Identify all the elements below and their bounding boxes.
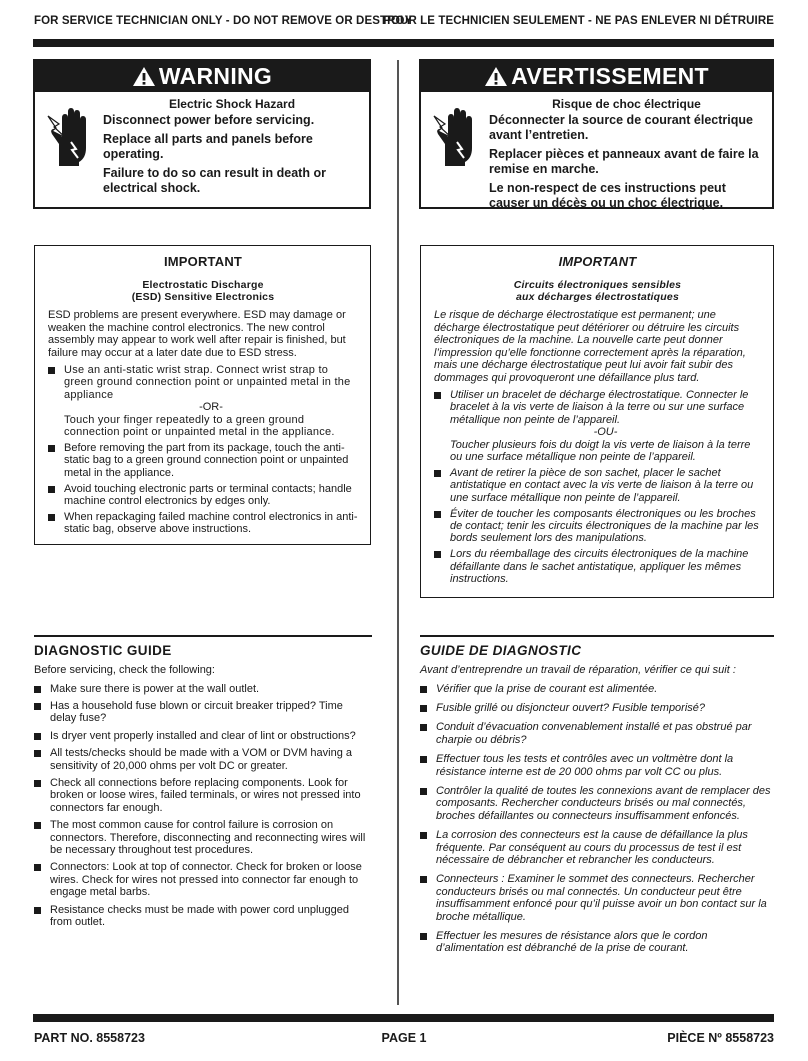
list-item <box>48 364 358 438</box>
list-item <box>434 389 761 463</box>
item-text: Toucher plusieurs fois du doigt la vis verte de liaison à la terre ou une surface métallique non peinte de l’appareil. <box>450 438 751 464</box>
warning-triangle-icon <box>484 66 508 87</box>
list-item: Check all connections before replacing components. Look for broken or loose wires, failed terminals, or wires not pressed into connectors far enough. <box>34 777 372 814</box>
list-item: Effectuer tous les tests et contrôles avec un voltmètre dont la résistance interne est de 20 000 ohms par volt CC ou plus. <box>420 753 774 778</box>
diagnostic-intro-fr: Avant d’entreprendre un travail de réparation, vérifier ce qui suit : <box>420 664 736 676</box>
list-item: Before removing the part from its package, touch the anti-static bag to a green ground connection point or unpainted metal in the appliance. <box>48 442 358 479</box>
warning-line-1-fr: Déconnecter la source de courant électrique avant l’entretien. <box>489 113 753 142</box>
list-item: Is dryer vent properly installed and clear of lint or obstructions? <box>34 730 372 742</box>
important-subtitle-en <box>48 279 358 303</box>
footer-page-number: PAGE 1 <box>381 1031 427 1045</box>
list-item: Avant de retirer la pièce de son sachet, placer le sachet antistatique en contact avec la vis verte de liaison à la terre ou une surface métallique non peinte de l’appareil. <box>434 467 761 504</box>
warning-title-fr: AVERTISSEMENT <box>511 63 709 89</box>
warning-line-2-en: Replace all parts and panels before operating. <box>103 132 313 161</box>
list-item: All tests/checks should be made with a VOM or DVM having a sensitivity of 20,000 ohms per volt DC or greater. <box>34 747 372 772</box>
section-rule <box>420 635 774 637</box>
list-item: Conduit d’évacuation convenablement installé et pas obstrué par charpie ou débris? <box>420 721 774 746</box>
list-item: Contrôler la qualité de toutes les connexions avant de remplacer des composants. Rechercher conducteurs brisés ou mal connectés, broches défaillantes ou connecteurs insuffisamment enfoncés. <box>420 785 774 822</box>
column-divider <box>397 60 399 1005</box>
warning-line-3-fr: Le non-respect de ces instructions peut causer un décès ou un choc électrique. <box>489 181 726 210</box>
electric-shock-hand-icon <box>431 104 481 174</box>
item-text: Utiliser un bracelet de décharge électrostatique. Connecter le bracelet à la vis verte de liaison à la terre ou sur une surface métallique non peinte de l’appareil. <box>450 389 749 426</box>
or-separator: -OU- <box>593 426 618 439</box>
warning-line-1-en: Disconnect power before servicing. <box>103 113 315 127</box>
warning-title-en: WARNING <box>158 63 273 89</box>
warning-subtitle-fr: Risque de choc électrique <box>552 97 701 111</box>
list-item: Lors du réemballage des circuits électroniques de la machine défaillante dans le sachet antistatique, appliquer les mêmes instructions. <box>434 548 761 585</box>
important-subtitle-line1-en: Electrostatic Discharge <box>142 279 264 291</box>
header-right-notice: POUR LE TECHNICIEN SEULEMENT - NE PAS ENLEVER NI DÉTRUIRE <box>383 15 774 27</box>
list-item: Effectuer les mesures de résistance alors que le cordon d’alimentation est débranché de la prise de courant. <box>420 930 774 955</box>
item-text: Use an anti-static wrist strap. Connect wrist strap to green ground connection point or unpainted metal in the appliance <box>64 364 351 401</box>
list-item: Make sure there is power at the wall outlet. <box>34 683 372 695</box>
diagnostic-title-fr: GUIDE DE DIAGNOSTIC <box>420 643 582 658</box>
section-rule <box>34 635 372 637</box>
top-rule <box>33 39 774 47</box>
list-item: Resistance checks must be made with power cord unplugged from outlet. <box>34 904 372 929</box>
diagnostic-title-en: DIAGNOSTIC GUIDE <box>34 643 172 658</box>
list-item: Connecteurs : Examiner le sommet des connecteurs. Rechercher conducteurs brisés ou mal connectés. Un conducteur peut être insuffisamment enfoncé pour qu’il puisse avoir un bon contact sur la broche métallique. <box>420 873 774 923</box>
important-list-fr <box>434 389 761 586</box>
footer-part-number: PART NO. 8558723 <box>34 1031 145 1045</box>
important-list-en <box>48 364 358 536</box>
warning-box-en <box>33 59 371 209</box>
list-item: Has a household fuse blown or circuit breaker tripped? Time delay fuse? <box>34 700 372 725</box>
warning-line-2-fr: Replacer pièces et panneaux avant de faire la remise en marche. <box>489 147 759 176</box>
important-intro-fr: Le risque de décharge électrostatique est permanent; une décharge électrostatique peut détériorer ou détruire les circuits électroniques de la machine. La nouvelle carte peut donner l’impression qu’elle fonctionne correctement après la réparation, mais une décharge électrostatique peut lui avoir fait subir des dommages qui provoqueront une défaillance plus tard. <box>434 309 746 384</box>
list-item: Connectors: Look at top of connector. Check for broken or loose wires. Check for wires not pressed into connector far enough to engage metal barbs. <box>34 861 372 898</box>
diagnostic-intro-en: Before servicing, check the following: <box>34 664 215 676</box>
list-item: When repackaging failed machine control electronics in anti-static bag, observe above instructions. <box>48 511 358 536</box>
important-subtitle-line1-fr: Circuits électroniques sensibles <box>513 279 682 291</box>
list-item: La corrosion des connecteurs est la cause de défaillance la plus fréquente. Par conséquent au cours du processus de test il est nécessaire de débrancher et rebrancher les conducteurs. <box>420 829 774 866</box>
important-intro-en: ESD problems are present everywhere. ESD may damage or weaken the machine control electronics. The new control assembly may appear to work well after repair is finished, but failure may occur at a later date due to ESD stress. <box>48 309 346 359</box>
list-item: Avoid touching electronic parts or terminal contacts; handle machine control electronics by edges only. <box>48 483 358 508</box>
list-item: The most common cause for control failure is corrosion on connectors. Therefore, disconnecting and reconnecting wires will be necessary throughout test procedures. <box>34 819 372 856</box>
warning-box-fr <box>419 59 774 209</box>
diagnostic-list-en <box>34 683 372 929</box>
warning-header-fr <box>421 61 772 92</box>
or-separator: -OR- <box>199 401 223 414</box>
bottom-rule <box>33 1014 774 1022</box>
important-subtitle-fr <box>434 279 761 303</box>
diagnostic-guide-fr <box>420 635 774 962</box>
list-item: Vérifier que la prise de courant est alimentée. <box>420 683 774 695</box>
warning-subtitle-en: Electric Shock Hazard <box>168 97 296 111</box>
important-title-en: IMPORTANT <box>163 254 243 269</box>
footer-part-number-fr: PIÈCE Nº 8558723 <box>667 1031 774 1045</box>
list-item: Fusible grillé ou disjoncteur ouvert? Fusible temporisé? <box>420 702 774 714</box>
important-box-en <box>34 245 371 545</box>
electric-shock-hand-icon <box>45 104 95 174</box>
warning-triangle-icon <box>132 66 156 87</box>
important-subtitle-line2-en: (ESD) Sensitive Electronics <box>131 291 275 303</box>
warning-line-3-en: Failure to do so can result in death or electrical shock. <box>103 166 326 195</box>
list-item: Éviter de toucher les composants électroniques ou les broches de contact; tenir les circuits électroniques de la machine par les bords seulement lors des manipulations. <box>434 508 761 545</box>
important-title-fr: IMPORTANT <box>558 254 637 269</box>
diagnostic-list-fr <box>420 683 774 955</box>
important-box-fr <box>420 245 774 598</box>
item-text: Touch your finger repeatedly to a green ground connection point or unpainted metal in the appliance. <box>64 413 335 439</box>
warning-header-en <box>35 61 369 92</box>
header-left-notice: FOR SERVICE TECHNICIAN ONLY - DO NOT REMOVE OR DESTROY <box>34 15 413 27</box>
diagnostic-guide-en <box>34 635 372 933</box>
important-subtitle-line2-fr: aux décharges électrostatiques <box>516 291 679 303</box>
